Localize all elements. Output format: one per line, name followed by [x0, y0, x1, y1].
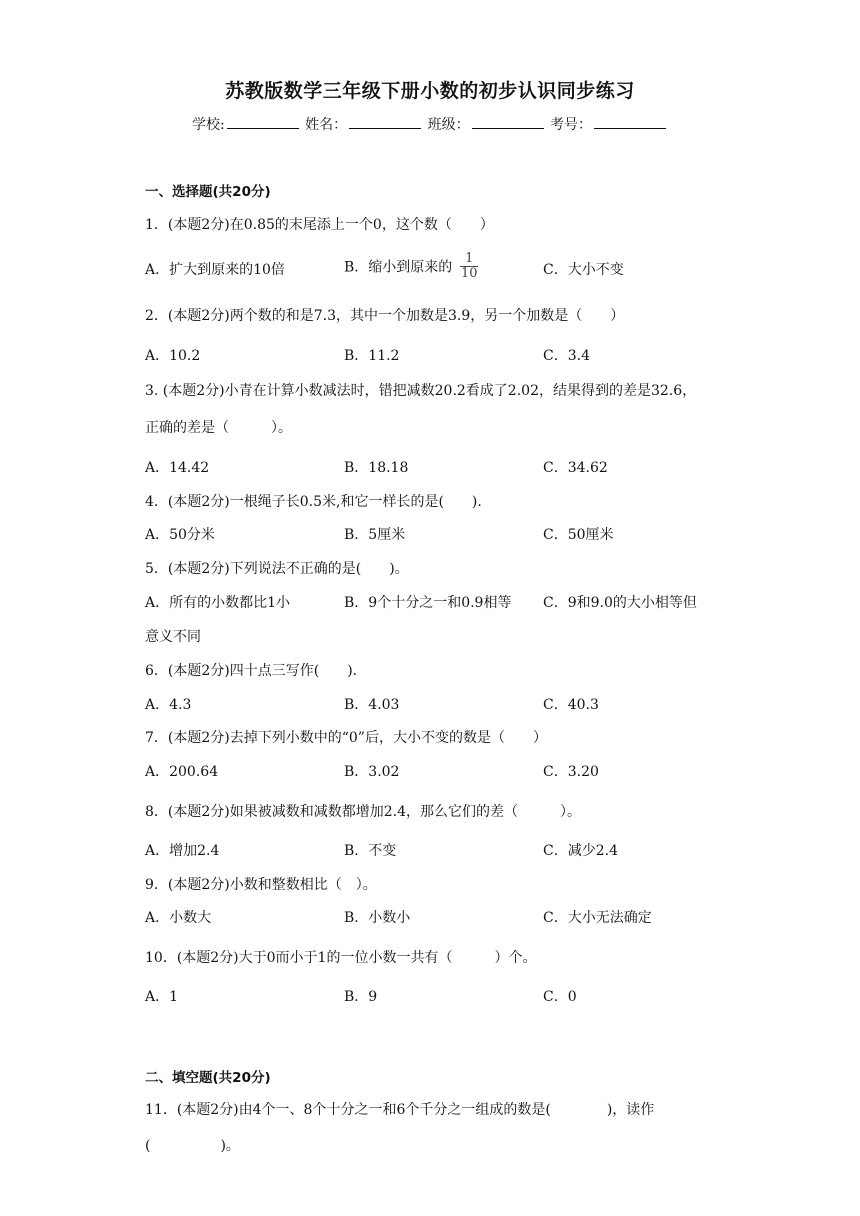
exam-no-label: 考号： [550, 117, 593, 133]
question-4: 4．(本题2分)一根绳子长0.5米,和它一样长的是( ). [145, 494, 482, 510]
class-field[interactable] [472, 114, 544, 129]
exam-no-field[interactable] [594, 114, 666, 129]
school-field[interactable] [227, 114, 299, 129]
option-b: B．3.02 [344, 764, 400, 780]
section-heading: 二、填空题(共20分) [145, 1070, 271, 1086]
name-label: 姓名： [305, 117, 348, 133]
option-c: C．大小不变 [543, 262, 624, 278]
option-c: C．9和9.0的大小相等但 [543, 595, 697, 611]
option-c: C．3.4 [543, 348, 590, 364]
denominator: 10 [461, 266, 478, 281]
option-a: A．小数大 [145, 910, 212, 926]
option-b [344, 252, 478, 281]
student-info [0, 114, 860, 134]
class-label: 班级： [427, 117, 470, 133]
option-b-label: B．缩小到原来的 [344, 259, 453, 276]
option-c: C．减少2.4 [543, 843, 618, 859]
question-7: 7．(本题2分)去掉下列小数中的“0”后，大小不变的数是（ ） [145, 730, 547, 746]
option-a: A．200.64 [145, 764, 219, 780]
question-3: 3. (本题2分)小青在计算小数减法时，错把减数20.2看成了2.02，结果得到的差是32.6， [145, 383, 697, 399]
option-b: B．18.18 [344, 460, 409, 476]
option-c-cont: 意义不同 [145, 629, 201, 645]
question-3-cont: 正确的差是（ ）。 [145, 420, 292, 436]
question-5: 5．(本题2分)下列说法不正确的是( )。 [145, 561, 409, 577]
option-c: C．34.62 [543, 460, 608, 476]
option-b: B．11.2 [344, 348, 400, 364]
option-c: C．3.20 [543, 764, 599, 780]
option-a: A．1 [145, 989, 179, 1005]
option-b: B．不变 [344, 843, 397, 859]
question-10: 10．(本题2分)大于0而小于1的一位小数一共有（ ）个。 [145, 950, 537, 966]
option-c: C．0 [543, 989, 577, 1005]
option-c: C．50厘米 [543, 527, 614, 543]
option-a: A．所有的小数都比1小 [145, 595, 291, 611]
school-label: 学校: [191, 117, 225, 133]
option-a: A．10.2 [145, 348, 201, 364]
option-a: A．4.3 [145, 697, 192, 713]
option-b: B．9 [344, 989, 378, 1005]
option-a: A．50分米 [145, 527, 215, 543]
option-a: A．扩大到原来的10倍 [145, 262, 285, 278]
question-11-cont: ( )。 [145, 1138, 240, 1154]
question-1: 1．(本题2分)在0.85的末尾添上一个0，这个数（ ） [145, 217, 494, 233]
option-a: A．增加2.4 [145, 843, 220, 859]
option-b: B．9个十分之一和0.9相等 [344, 595, 512, 611]
name-field[interactable] [349, 114, 421, 129]
numerator: 1 [465, 251, 474, 266]
option-b: B．小数小 [344, 910, 411, 926]
question-9: 9．(本题2分)小数和整数相比（ ）。 [145, 877, 377, 893]
question-8: 8．(本题2分)如果被减数和减数都增加2.4，那么它们的差（ ）。 [145, 804, 582, 820]
section-heading: 一、选择题(共20分) [145, 184, 271, 200]
question-6: 6．(本题2分)四十点三写作( ). [145, 663, 358, 679]
fraction [460, 252, 478, 281]
option-c: C．大小无法确定 [543, 910, 652, 926]
option-c: C．40.3 [543, 697, 599, 713]
question-11: 11．(本题2分)由4个一、8个十分之一和6个千分之一组成的数是( )，读作 [145, 1102, 655, 1118]
option-a: A．14.42 [145, 460, 210, 476]
page-title: 苏教版数学三年级下册小数的初步认识同步练习 [225, 80, 635, 102]
option-b: B．4.03 [344, 697, 400, 713]
option-b: B．5厘米 [344, 527, 406, 543]
question-2: 2．(本题2分)两个数的和是7.3，其中一个加数是3.9，另一个加数是（ ） [145, 308, 625, 324]
